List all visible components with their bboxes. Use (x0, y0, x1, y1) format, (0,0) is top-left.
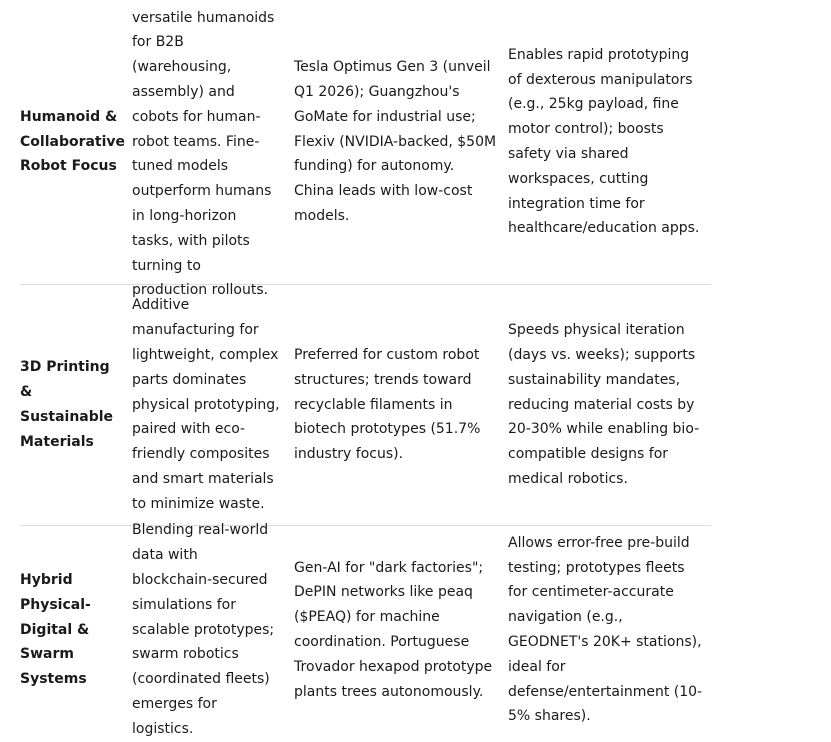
trend-impact-cell (508, 285, 704, 525)
trend-impact: Allows error-free pre-build testing; prototypes fleets for centimeter-accurate navigation (e.g., GEODNET's 20K+ stations), ideal for defense/entertainment (10-5% shares). (508, 534, 703, 725)
trend-impact-cell (508, 526, 704, 734)
trend-examples-cell (294, 526, 498, 734)
trend-impact: Speeds physical iteration (days vs. weeks); supports sustainability mandates, reducing material costs by 20-30% while enabling bio-compatible designs for medical robotics. (508, 322, 700, 487)
trend-examples: Tesla Optimus Gen 3 (unveil Q1 2026); Guangzhou's GoMate for industrial use; Flexiv (NVIDIA-backed, $50M funding) for autonomy. China leads with low-cost models. (294, 59, 497, 224)
trend-description-cell (132, 285, 280, 525)
trends-table (20, 0, 711, 737)
table-row (20, 0, 711, 299)
trend-category-cell (20, 0, 126, 284)
trend-description-cell (132, 0, 280, 299)
trend-category: Hybrid Physical-Digital & Swarm Systems (20, 572, 91, 688)
trend-examples-cell (294, 0, 498, 284)
table-row (20, 285, 711, 526)
table-row (20, 522, 711, 737)
trend-description: Blending real-world data with blockchain-secured simulations for scalable prototypes; swarm robotics (coordinated fleets) emerges for logistics. (132, 522, 275, 737)
trend-category-cell (20, 285, 120, 525)
trend-description-cell (132, 522, 280, 737)
trend-category-cell (20, 526, 120, 734)
trend-description: versatile humanoids for B2B (warehousing, assembly) and cobots for human-robot teams. Fine-tuned models outperform humans in long-horizon tasks, with pilots turning to production rollouts. (132, 9, 275, 299)
trend-examples: Gen-AI for "dark factories"; DePIN networks like peaq ($PEAQ) for machine coordination. Portuguese Trovador hexapod prototype plants trees autonomously. (294, 559, 493, 700)
trend-examples-cell (294, 285, 498, 525)
trend-examples: Preferred for custom robot structures; trends toward recyclable filaments in biotech prototypes (51.7% industry focus). (294, 347, 481, 463)
trend-category: 3D Printing & Sustainable Materials (20, 359, 114, 450)
trend-description: Additive manufacturing for lightweight, complex parts dominates physical prototyping, paired with eco-friendly composites and smart materials to minimize waste. (132, 297, 280, 512)
trend-impact-cell (508, 0, 704, 284)
trend-impact: Enables rapid prototyping of dexterous manipulators (e.g., 25kg payload, fine motor control); boosts safety via shared workspaces, cutting integration time for healthcare/education apps. (508, 46, 700, 237)
trend-category: Humanoid & Collaborative Robot Focus (20, 108, 126, 175)
